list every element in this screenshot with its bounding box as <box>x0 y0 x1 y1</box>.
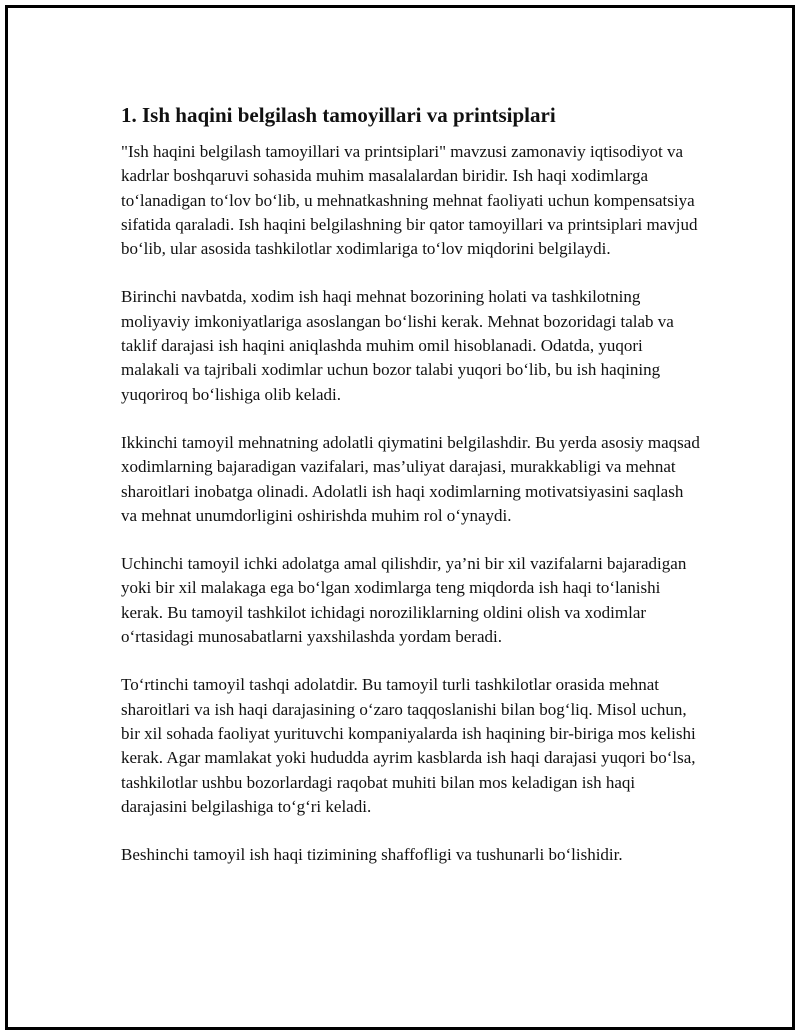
paragraph-third-principle: Uchinchi tamoyil ichki adolatga amal qilishdir, ya’ni bir xil vazifalarni bajaradigan yoki bir xil malakaga ega bo‘lgan xodimlarga teng miqdorda ish haqi to‘lanishi kerak. Bu tamoyil tashkilot ichidagi noroziliklarning oldini olish va xodimlar o‘rtasidagi munosabatlarni yaxshilashda yordam beradi. <box>121 554 687 647</box>
paragraph-fourth-principle: To‘rtinchi tamoyil tashqi adolatdir. Bu tamoyil turli tashkilotlar orasida mehnat sharoitlari va ish haqi darajasining o‘zaro taqqoslanishi bilan bog‘liq. Misol uchun, bir xil sohada faoliyat yurituvchi kompaniyalarda ish haqining bir-biriga mos kelishi kerak. Agar mamlakat yoki hududda ayrim kasblarda ish haqi darajasi yuqori bo‘lsa, tashkilotlar ushbu bozorlardagi raqobat muhiti bilan mos keladigan ish haqi darajasini belgilashiga to‘g‘ri keladi. <box>121 675 696 816</box>
page-frame <box>5 5 795 1030</box>
document-body <box>121 101 701 891</box>
paragraph-second-principle: Ikkinchi tamoyil mehnatning adolatli qiymatini belgilashdir. Bu yerda asosiy maqsad xodimlarning bajaradigan vazifalari, mas’uliyat darajasi, murakkabligi va mehnat sharoitlari inobatga olinadi. Adolatli ish haqi xodimlarning motivatsiyasini saqlash va mehnat unumdorligini oshirishda muhim rol o‘ynaydi. <box>121 432 700 525</box>
paragraph-intro: "Ish haqini belgilash tamoyillari va printsiplari" mavzusi zamonaviy iqtisodiyot va kadrlar boshqaruvi sohasida muhim masalalardan biridir. Ish haqi xodimlarga to‘lanadigan to‘lov bo‘lib, u mehnatkashning mehnat faoliyati uchun kompensatsiya sifatida qaraladi. Ish haqini belgilashning bir qator tamoyillari va printsiplari mavjud bo‘lib, ular asosida tashkilotlar xodimlariga to‘lov miqdorini belgilaydi. <box>121 142 698 259</box>
paragraph-fifth-principle: Beshinchi tamoyil ish haqi tizimining shaffofligi va tushunarli bo‘lishidir. <box>121 845 623 865</box>
section-heading: 1. Ish haqini belgilash tamoyillari va printsiplari <box>121 103 556 127</box>
paragraph-first-principle: Birinchi navbatda, xodim ish haqi mehnat bozorining holati va tashkilotning moliyaviy imkoniyatlariga asoslangan bo‘lishi kerak. Mehnat bozoridagi talab va taklif darajasi ish haqini aniqlashda muhim omil hisoblanadi. Odatda, yuqori malakali va tajribali xodimlar uchun bozor talabi yuqori bo‘lib, bu ish haqining yuqoriroq bo‘lishiga olib keladi. <box>121 287 674 404</box>
